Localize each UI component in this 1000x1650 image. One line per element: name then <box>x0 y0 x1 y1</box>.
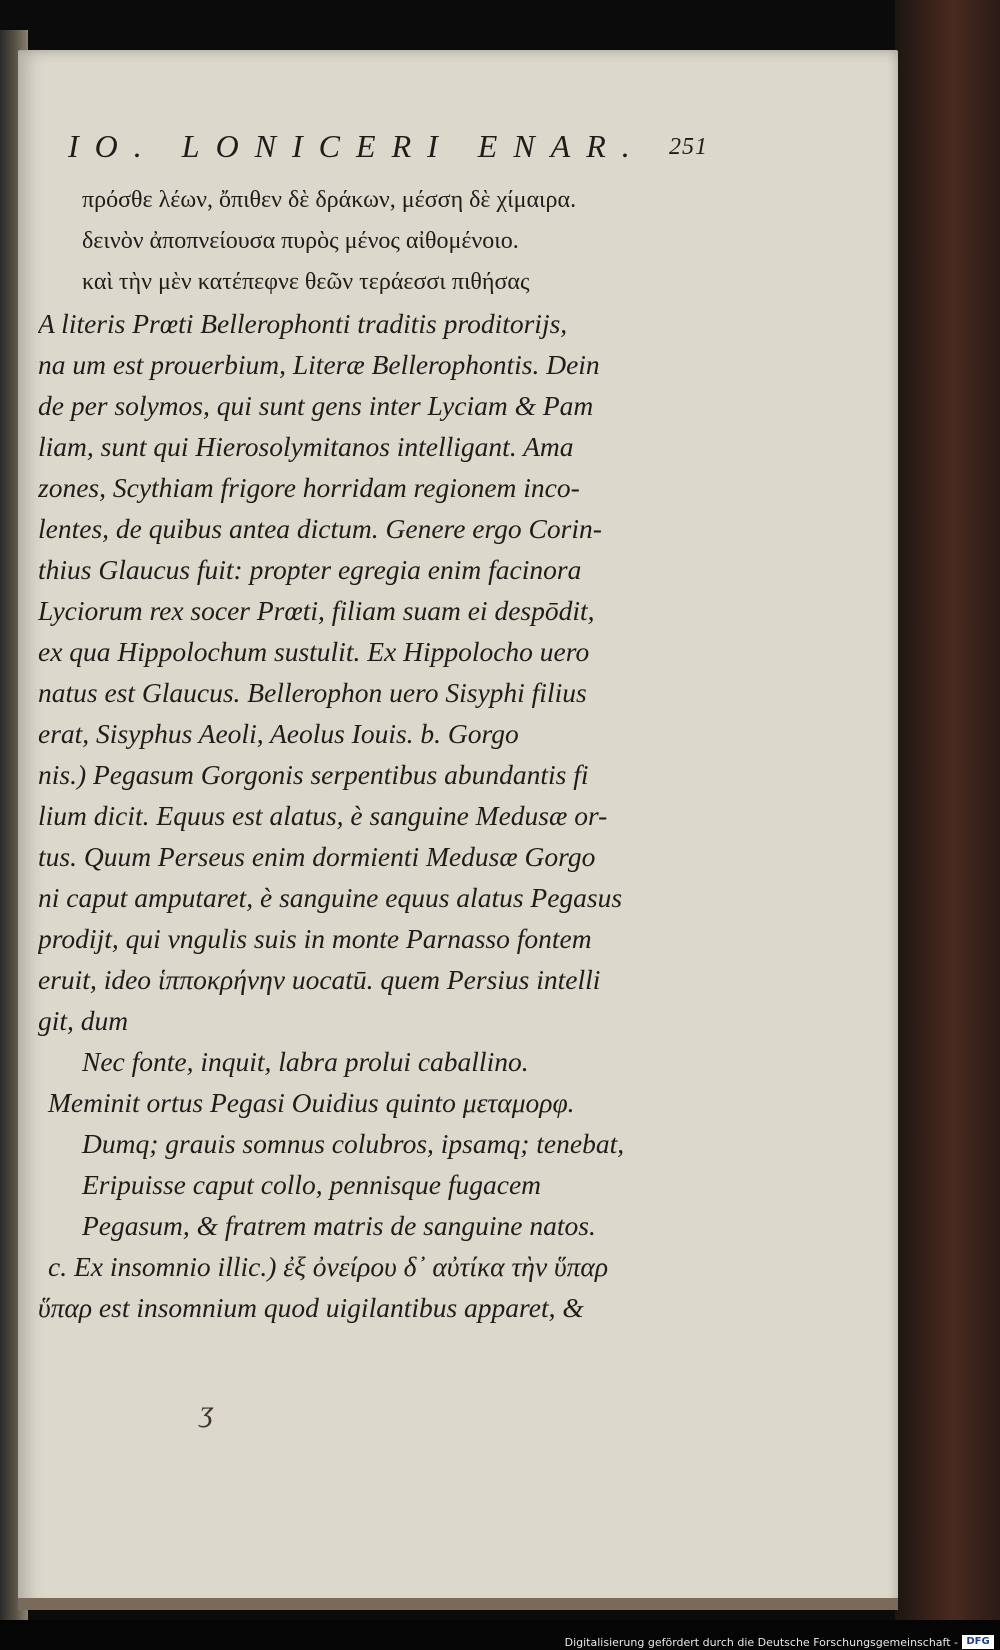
text-line: erat, Sisyphus Aeoli, Aeolus Iouis. b. Gorgo <box>38 718 519 749</box>
text-line: thius Glaucus fuit: propter egregia enim facinora <box>38 554 582 585</box>
verse-line: πρόσθε λέων, ὄπιθεν δὲ δράκων, μέσση δὲ χίμαιρα. <box>82 187 577 213</box>
text-line: zones, Scythiam frigore horridam regionem inco- <box>38 472 580 503</box>
page-bottom-edge <box>18 1598 898 1610</box>
page-header <box>68 128 708 168</box>
quote-line: Pegasum, & fratrem matris de sanguine natos. <box>82 1210 596 1241</box>
text-line: eruit, ideo ἱπποκρήνην uocatū. quem Persius intelli <box>38 964 601 995</box>
text-line: git, dum <box>38 1005 129 1036</box>
text-line: natus est Glaucus. Bellerophon uero Sisyphi filius <box>38 677 587 708</box>
text-line: lentes, de quibus antea dictum. Genere ergo Corin- <box>38 513 602 544</box>
text-line: ὕπαρ est insomnium quod uigilantibus apparet, & <box>38 1292 584 1323</box>
page-number: 251 <box>669 134 708 160</box>
text-line: ex qua Hippolochum sustulit. Ex Hippolocho uero <box>38 636 590 667</box>
body-text <box>38 180 698 1328</box>
quote-line: Nec fonte, inquit, labra prolui caballino. <box>82 1046 529 1077</box>
text-line: liam, sunt qui Hierosolymitanos intelligant. Ama <box>38 431 574 462</box>
running-head: IO. LONICERI ENAR. <box>68 128 646 164</box>
quote-line: Eripuisse caput collo, pennisque fugacem <box>82 1169 542 1200</box>
text-line: Meminit ortus Pegasi Ouidius quinto μεταμορφ. <box>48 1087 575 1118</box>
verse-line: καὶ τὴν μὲν κατέπεφνε θεῶν τεράεσσι πιθήσας <box>82 269 530 295</box>
text-line: prodijt, qui vngulis suis in monte Parnasso fontem <box>38 923 592 954</box>
verse-line: δεινὸν ἀποπνείουσα πυρὸς μένος αἰθομένοιο. <box>82 228 519 254</box>
background-dark-region <box>895 0 1000 1620</box>
text-line: na um est prouerbium, Literæ Bellerophontis. Dein <box>38 349 600 380</box>
quote-line: Dumq; grauis somnus colubros, ipsamq; tenebat, <box>82 1128 625 1159</box>
margin-mark: ʒ <box>200 1395 214 1428</box>
text-line: nis.) Pegasum Gorgonis serpentibus abundantis fi <box>38 759 589 790</box>
dfg-logo: DFG <box>962 1635 994 1649</box>
text-line: Lyciorum rex socer Prœti, filiam suam ei despōdit, <box>38 595 595 626</box>
funding-credit: Digitalisierung gefördert durch die Deutsche Forschungsgemeinschaft - <box>564 1636 958 1649</box>
text-line: ni caput amputaret, è sanguine equus alatus Pegasus <box>38 882 623 913</box>
text-line: lium dicit. Equus est alatus, è sanguine Medusæ or- <box>38 800 608 831</box>
text-line: tus. Quum Perseus enim dormienti Medusæ Gorgo <box>38 841 596 872</box>
text-line: A literis Prœti Bellerophonti traditis proditorijs, <box>38 308 568 339</box>
text-line: de per solymos, qui sunt gens inter Lyciam & Pam <box>38 390 594 421</box>
text-line: c. Ex insomnio illic.) ἐξ ὀνείρου δ᾽ αὐτίκα τὴν ὕπαρ <box>48 1251 609 1282</box>
